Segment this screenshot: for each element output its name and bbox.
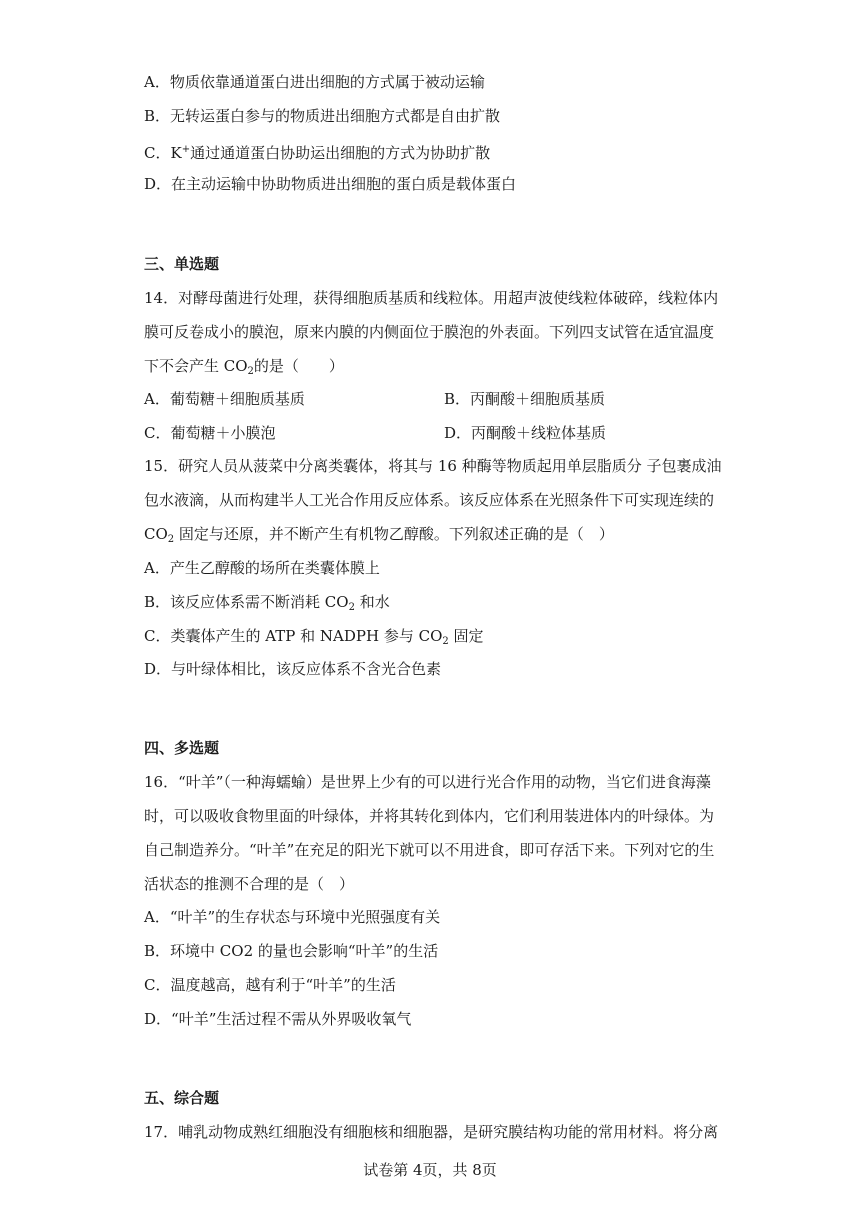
q13-option-c-post: 通过通道蛋白协助运出细胞的方式为协助扩散 [190, 144, 491, 162]
q16-stem-line-2: 时，可以吸收食物里面的叶绿体，并将其转化到体内，它们利用装进体内的叶绿体。为 [144, 807, 715, 825]
q15-b-sub: 2 [348, 602, 355, 613]
q16-stem-line-3: 自己制造养分。“叶羊”在充足的阳光下就可以不用进食，即可存活下来。下列对它的生 [144, 841, 715, 859]
q14-option-c: C．葡萄糖＋小膜泡 [144, 424, 276, 442]
q15-line3-sub: 2 [167, 534, 175, 545]
q14-line3-post: 的是（ ） [253, 357, 344, 375]
q14-option-a: A．葡萄糖＋细胞质基质 [144, 390, 305, 408]
q15-option-d: D．与叶绿体相比，该反应体系不含光合色素 [144, 660, 442, 678]
q14-stem-line-1: 14．对酵母菌进行处理，获得细胞质基质和线粒体。用超声波使线粒体破碎，线粒体内 [144, 289, 719, 307]
page-footer: 试卷第 4页，共 8页 [363, 1161, 497, 1179]
q15-c-pre: C．类囊体产生的 ATP 和 NADPH 参与 CO [144, 627, 443, 645]
q15-c-post: 固定 [448, 627, 484, 645]
q15-line3-pre: CO [144, 525, 168, 543]
section-4-heading: 四、多选题 [144, 739, 220, 757]
q13-option-b: B．无转运蛋白参与的物质进出细胞方式都是自由扩散 [144, 107, 501, 125]
q14-option-b: B．丙酮酸＋细胞质基质 [444, 390, 606, 408]
q16-stem-line-1: 16．“叶羊”（一种海蠕蝓）是世界上少有的可以进行光合作用的动物，当它们进食海藻 [144, 773, 711, 791]
q13-option-a: A．物质依靠通道蛋白进出细胞的方式属于被动运输 [144, 73, 485, 91]
q15-b-pre: B．该反应体系需不断消耗 CO [144, 593, 349, 611]
q15-option-a: A．产生乙醇酸的场所在类囊体膜上 [144, 559, 380, 577]
q16-option-a: A．“叶羊”的生存状态与环境中光照强度有关 [144, 908, 441, 926]
q13-option-c-pre: C．K [144, 144, 182, 162]
q15-b-post: 和水 [354, 593, 390, 611]
section-5-heading: 五、综合题 [144, 1089, 220, 1107]
q13-option-c-sup: + [181, 144, 191, 155]
q14-line3-sub: 2 [247, 366, 254, 377]
q14-option-d: D．丙酮酸＋线粒体基质 [444, 424, 607, 442]
q17-stem-line-1: 17．哺乳动物成熟红细胞没有细胞核和细胞器，是研究膜结构功能的常用材料。将分离 [144, 1123, 719, 1141]
q16-option-b: B．环境中 CO2 的量也会影响“叶羊”的生活 [144, 942, 439, 960]
q15-c-sub: 2 [442, 636, 449, 647]
q16-stem-line-4: 活状态的推测不合理的是（ ） [144, 875, 355, 893]
section-3-heading: 三、单选题 [144, 255, 220, 273]
q15-stem-line-2: 包水液滴，从而构建半人工光合作用反应体系。该反应体系在光照条件下可实现连续的 [144, 491, 715, 509]
q15-stem-line-3 [144, 524, 724, 550]
q14-stem-line-2: 膜可反卷成小的膜泡，原来内膜的内侧面位于膜泡的外表面。下列四支试管在适宜温度 [144, 323, 715, 341]
q15-option-c [144, 626, 724, 652]
q16-option-d: D．“叶羊”生活过程不需从外界吸收氧气 [144, 1010, 412, 1028]
q13-option-d: D．在主动运输中协助物质进出细胞的蛋白质是载体蛋白 [144, 175, 517, 193]
q15-option-b [144, 592, 724, 618]
q16-option-c: C．温度越高，越有利于“叶羊”的生活 [144, 976, 396, 994]
q15-stem-line-1: 15．研究人员从菠菜中分离类囊体，将其与 16 种酶等物质起用单层脂质分 子包裹成油 [144, 457, 722, 475]
q14-line3-pre: 下不会产生 CO [144, 357, 248, 375]
q13-option-c [144, 140, 724, 163]
q14-stem-line-3 [144, 356, 724, 382]
q15-line3-post: 固定与还原，并不断产生有机物乙醇酸。下列叙述正确的是（ ） [174, 525, 614, 543]
